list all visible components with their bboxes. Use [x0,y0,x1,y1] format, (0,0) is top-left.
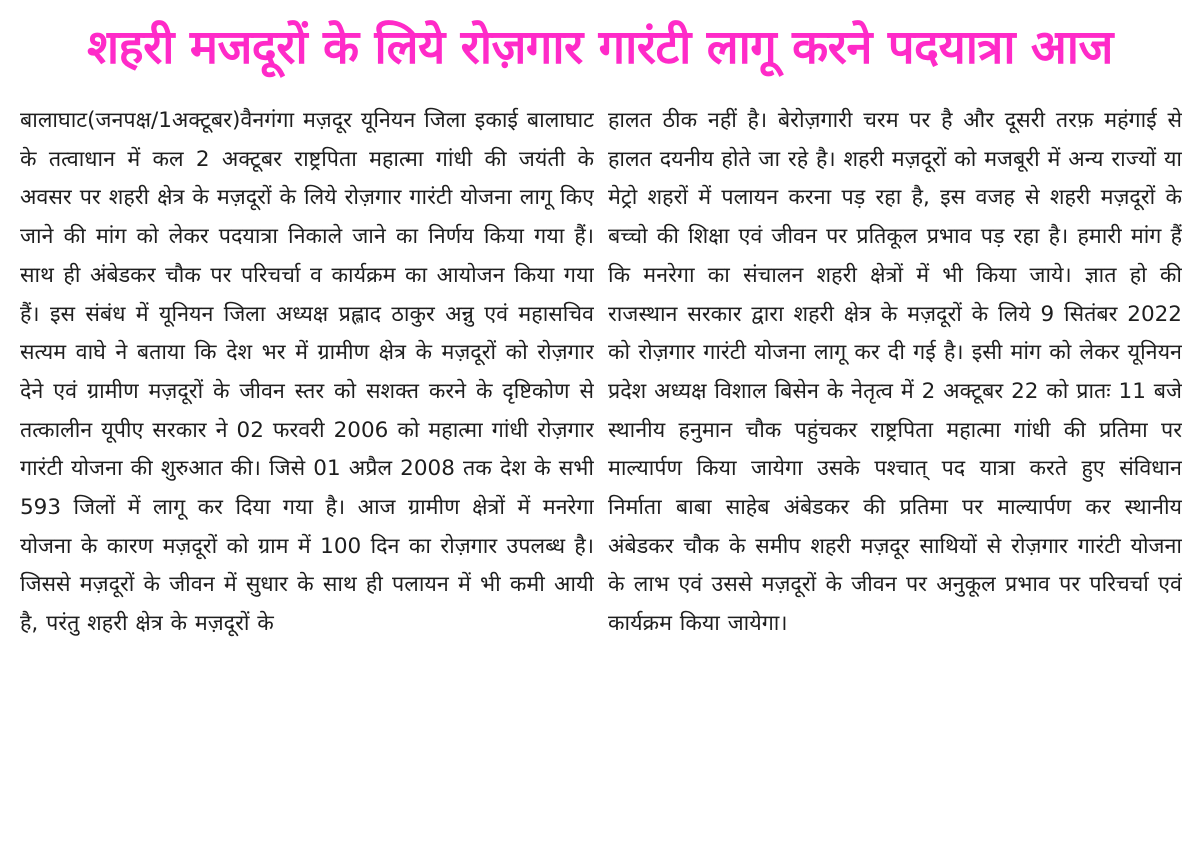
article-paragraph-right: हालत ठीक नहीं है। बेरोज़गारी चरम पर है और दूसरी तरफ़ महंगाई से हालत दयनीय होते जा रहे है। शहरी मज़दूरों को मजबूरी में अन्य राज्यों या मेट्रो शहरों में पलायन करना पड़ रहा है, इस वजह से शहरी मज़दूरों के बच्चो की शिक्षा एवं जीवन पर प्रतिकूल प्रभाव पड़ रहा है। हमारी मांग हैं कि मनरेगा का संचालन शहरी क्षेत्रों में भी किया जाये। ज्ञात हो की राजस्थान सरकार द्वारा शहरी क्षेत्र के मज़दूरों के लिये 9 सितंबर 2022 को रोज़गार गारंटी योजना लागू कर दी गई है। इसी मांग को लेकर यूनियन प्रदेश अध्यक्ष विशाल बिसेन के नेतृत्व में 2 अक्टूबर 22 को प्रातः 11 बजे स्थानीय हनुमान चौक पहुंचकर राष्ट्रपिता महात्मा गांधी की प्रतिमा पर माल्यार्पण किया जायेगा उसके पश्चात् पद यात्रा करते हुए संविधान निर्माता बाबा साहेब अंबेडकर की प्रतिमा पर माल्यार्पण कर स्थानीय अंबेडकर चौक के समीप शहरी मज़दूर साथियों से रोज़गार गारंटी योजना के लाभ एवं उससे मज़दूरों के जीवन पर अनुकूल प्रभाव पर परिचर्चा एवं कार्यक्रम किया जायेगा। [608,108,1182,637]
article-headline: शहरी मजदूरों के लिये रोज़गार गारंटी लागू करने पदयात्रा आज [87,20,1113,75]
article-column-right [608,102,1182,846]
article-column-left [20,102,594,846]
article-paragraph-left: बालाघाट(जनपक्ष/1अक्टूबर)वैनगंगा मज़दूर यूनियन जिला इकाई बालाघाट के तत्वाधान में कल 2 अक्टूबर राष्ट्रपिता महात्मा गांधी की जयंती के अवसर पर शहरी क्षेत्र के मज़दूरों के लिये रोज़गार गारंटी योजना लागू किए जाने की मांग को लेकर पदयात्रा निकाले जाने का निर्णय किया गया हैं। साथ ही अंबेडकर चौक पर परिचर्चा व कार्यक्रम का आयोजन किया गया हैं। इस संबंध में यूनियन जिला अध्यक्ष प्रह्लाद ठाकुर अन्नु एवं महासचिव सत्यम वाघे ने बताया कि देश भर में ग्रामीण क्षेत्र के मज़दूरों को रोज़गार देने एवं ग्रामीण मज़दूरों के जीवन स्तर को सशक्त करने के दृष्टिकोण से तत्कालीन यूपीए सरकार ने 02 फरवरी 2006 को महात्मा गांधी रोज़गार गारंटी योजना की शुरुआत की। जिसे 01 अप्रैल 2008 तक देश के सभी 593 जिलों में लागू कर दिया गया है। आज ग्रामीण क्षेत्रों में मनरेगा योजना के कारण मज़दूरों को ग्राम में 100 दिन का रोज़गार उपलब्ध है। जिससे मज़दूरों के जीवन में सुधार के साथ ही पलायन में भी कमी आयी है, परंतु शहरी क्षेत्र के मज़दूरों के [20,108,594,637]
article-body [20,102,1182,846]
